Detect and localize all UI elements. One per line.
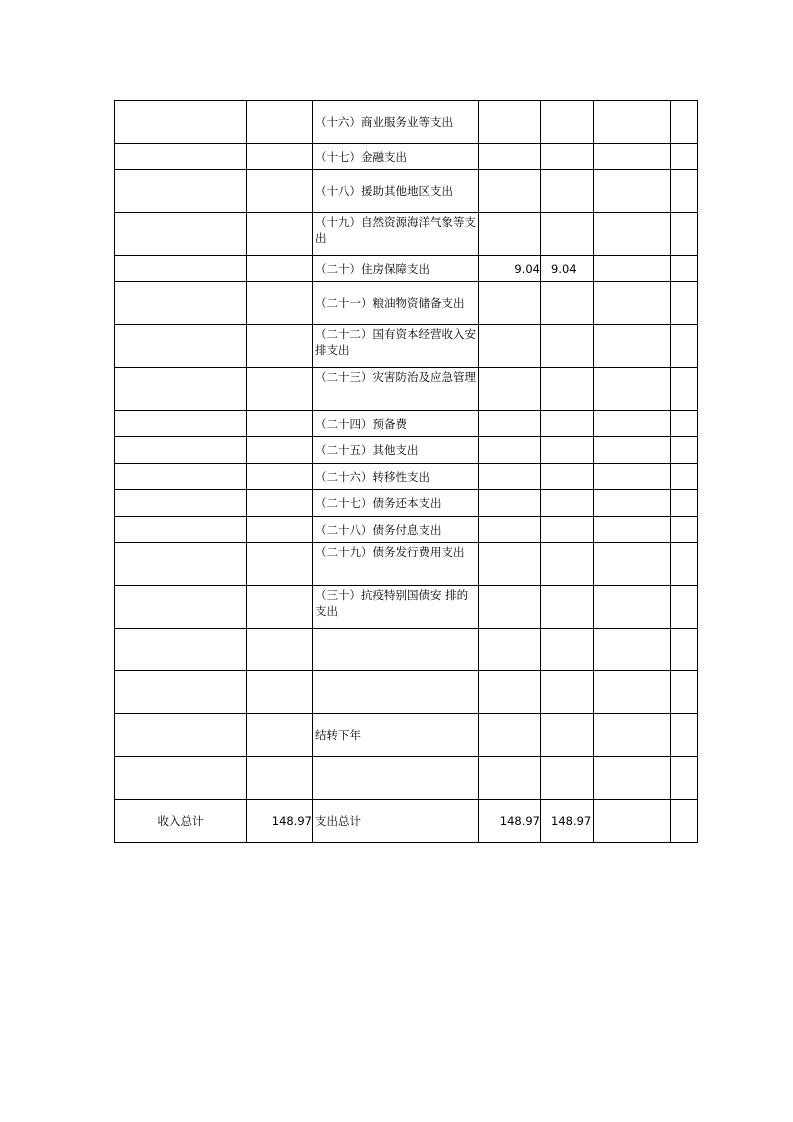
- income-item-cell: [115, 543, 247, 586]
- income-amount-cell: [247, 714, 313, 757]
- other-cell: [671, 256, 698, 282]
- general-budget-cell: [541, 213, 594, 256]
- general-budget-cell: [541, 517, 594, 543]
- fund-budget-cell: [594, 517, 671, 543]
- fund-budget-cell: [594, 170, 671, 213]
- general-budget-cell: [541, 282, 594, 325]
- expense-item-cell: （二十一）粮油物资储备支出: [313, 282, 479, 325]
- income-amount-cell: [247, 671, 313, 714]
- general-budget-cell: 9.04: [541, 256, 594, 282]
- expense-total-cell: [479, 170, 541, 213]
- income-item-cell: [115, 517, 247, 543]
- general-budget-cell: [541, 411, 594, 437]
- expense-item-cell: [313, 671, 479, 714]
- other-cell: [671, 170, 698, 213]
- expense-item-cell: 支出总计: [313, 800, 479, 843]
- income-amount-cell: [247, 543, 313, 586]
- expense-total-cell: 148.97: [479, 800, 541, 843]
- table-row: [115, 629, 698, 671]
- expense-total-cell: 9.04: [479, 256, 541, 282]
- expense-total-cell: [479, 213, 541, 256]
- other-cell: [671, 671, 698, 714]
- income-item-cell: [115, 671, 247, 714]
- fund-budget-cell: [594, 490, 671, 517]
- expense-total-cell: [479, 671, 541, 714]
- income-item-cell: [115, 464, 247, 490]
- other-cell: [671, 213, 698, 256]
- income-amount-cell: [247, 213, 313, 256]
- other-cell: [671, 586, 698, 629]
- income-amount-cell: [247, 437, 313, 464]
- income-item-cell: [115, 144, 247, 170]
- table-row: [115, 671, 698, 714]
- table-row: [115, 714, 698, 757]
- income-item-cell: [115, 368, 247, 411]
- general-budget-cell: 148.97: [541, 800, 594, 843]
- expense-total-cell: [479, 629, 541, 671]
- income-item-cell: [115, 714, 247, 757]
- table-row: [115, 464, 698, 490]
- expense-item-cell: （十九）自然资源海洋气象等支出: [313, 213, 479, 256]
- general-budget-cell: [541, 586, 594, 629]
- general-budget-cell: [541, 671, 594, 714]
- expense-total-cell: [479, 464, 541, 490]
- expense-total-cell: [479, 437, 541, 464]
- income-amount-cell: [247, 464, 313, 490]
- table-row: [115, 144, 698, 170]
- fund-budget-cell: [594, 144, 671, 170]
- table-row: [115, 586, 698, 629]
- fund-budget-cell: [594, 714, 671, 757]
- expense-item-cell: （十七）金融支出: [313, 144, 479, 170]
- fund-budget-cell: [594, 411, 671, 437]
- other-cell: [671, 368, 698, 411]
- income-amount-cell: [247, 629, 313, 671]
- income-item-cell: [115, 437, 247, 464]
- general-budget-cell: [541, 170, 594, 213]
- fund-budget-cell: [594, 282, 671, 325]
- other-cell: [671, 144, 698, 170]
- general-budget-cell: [541, 325, 594, 368]
- expense-total-cell: [479, 757, 541, 800]
- table-row: [115, 517, 698, 543]
- fund-budget-cell: [594, 368, 671, 411]
- general-budget-cell: [541, 464, 594, 490]
- expense-total-cell: [479, 325, 541, 368]
- expense-item-cell: （二十五）其他支出: [313, 437, 479, 464]
- income-amount-cell: [247, 586, 313, 629]
- fund-budget-cell: [594, 671, 671, 714]
- income-amount-cell: [247, 101, 313, 144]
- expense-item-cell: （十八）援助其他地区支出: [313, 170, 479, 213]
- income-amount-cell: [247, 411, 313, 437]
- income-amount-cell: [247, 325, 313, 368]
- expense-item-cell: [313, 757, 479, 800]
- expense-item-cell: 结转下年: [313, 714, 479, 757]
- income-amount-cell: [247, 170, 313, 213]
- income-item-cell: [115, 170, 247, 213]
- income-item-cell: [115, 586, 247, 629]
- fund-budget-cell: [594, 629, 671, 671]
- budget-table: [114, 100, 698, 843]
- expense-item-cell: （二十四）预备费: [313, 411, 479, 437]
- table-row: [115, 325, 698, 368]
- other-cell: [671, 543, 698, 586]
- income-amount-cell: [247, 256, 313, 282]
- fund-budget-cell: [594, 437, 671, 464]
- expense-total-cell: [479, 368, 541, 411]
- other-cell: [671, 800, 698, 843]
- table-row: [115, 368, 698, 411]
- expense-total-cell: [479, 144, 541, 170]
- expense-total-cell: [479, 586, 541, 629]
- expense-item-cell: （十六）商业服务业等支出: [313, 101, 479, 144]
- general-budget-cell: [541, 714, 594, 757]
- income-item-cell: [115, 101, 247, 144]
- other-cell: [671, 282, 698, 325]
- income-item-cell: [115, 213, 247, 256]
- income-item-cell: [115, 490, 247, 517]
- table-row: [115, 543, 698, 586]
- general-budget-cell: [541, 368, 594, 411]
- expense-total-cell: [479, 411, 541, 437]
- table-row: [115, 213, 698, 256]
- other-cell: [671, 629, 698, 671]
- expense-item-cell: （二十八）债务付息支出: [313, 517, 479, 543]
- fund-budget-cell: [594, 800, 671, 843]
- other-cell: [671, 325, 698, 368]
- income-item-cell: [115, 256, 247, 282]
- income-item-cell: [115, 629, 247, 671]
- income-amount-cell: [247, 757, 313, 800]
- expense-total-cell: [479, 490, 541, 517]
- general-budget-cell: [541, 437, 594, 464]
- other-cell: [671, 490, 698, 517]
- income-amount-cell: [247, 282, 313, 325]
- other-cell: [671, 437, 698, 464]
- other-cell: [671, 757, 698, 800]
- general-budget-cell: [541, 543, 594, 586]
- other-cell: [671, 714, 698, 757]
- general-budget-cell: [541, 757, 594, 800]
- expense-item-cell: （二十二）国有资本经营收入安排支出: [313, 325, 479, 368]
- income-amount-cell: [247, 144, 313, 170]
- expense-item-cell: （二十七）债务还本支出: [313, 490, 479, 517]
- fund-budget-cell: [594, 586, 671, 629]
- fund-budget-cell: [594, 325, 671, 368]
- expense-total-cell: [479, 714, 541, 757]
- table-row: [115, 757, 698, 800]
- table-row: [115, 411, 698, 437]
- expense-item-cell: （二十六）转移性支出: [313, 464, 479, 490]
- fund-budget-cell: [594, 757, 671, 800]
- table-row: [115, 256, 698, 282]
- table-row: [115, 101, 698, 144]
- other-cell: [671, 464, 698, 490]
- income-item-cell: [115, 757, 247, 800]
- expense-total-cell: [479, 282, 541, 325]
- expense-total-cell: [479, 517, 541, 543]
- income-amount-cell: 148.97: [247, 800, 313, 843]
- table-row: [115, 170, 698, 213]
- income-item-cell: 收入总计: [115, 800, 247, 843]
- income-item-cell: [115, 325, 247, 368]
- other-cell: [671, 517, 698, 543]
- fund-budget-cell: [594, 213, 671, 256]
- income-item-cell: [115, 282, 247, 325]
- general-budget-cell: [541, 101, 594, 144]
- other-cell: [671, 101, 698, 144]
- general-budget-cell: [541, 629, 594, 671]
- expense-item-cell: [313, 629, 479, 671]
- table-row: [115, 437, 698, 464]
- other-cell: [671, 411, 698, 437]
- expense-item-cell: （二十三）灾害防治及应急管理: [313, 368, 479, 411]
- income-item-cell: [115, 411, 247, 437]
- table-row: [115, 800, 698, 843]
- expense-item-cell: （三十）抗疫特别国债安 排的支出: [313, 586, 479, 629]
- fund-budget-cell: [594, 464, 671, 490]
- expense-total-cell: [479, 543, 541, 586]
- fund-budget-cell: [594, 543, 671, 586]
- general-budget-cell: [541, 490, 594, 517]
- table-body: [115, 101, 698, 843]
- fund-budget-cell: [594, 256, 671, 282]
- table-row: [115, 282, 698, 325]
- income-amount-cell: [247, 368, 313, 411]
- table-row: [115, 490, 698, 517]
- fund-budget-cell: [594, 101, 671, 144]
- expense-item-cell: （二十九）债务发行费用支出: [313, 543, 479, 586]
- expense-item-cell: （二十）住房保障支出: [313, 256, 479, 282]
- general-budget-cell: [541, 144, 594, 170]
- income-amount-cell: [247, 490, 313, 517]
- expense-total-cell: [479, 101, 541, 144]
- income-amount-cell: [247, 517, 313, 543]
